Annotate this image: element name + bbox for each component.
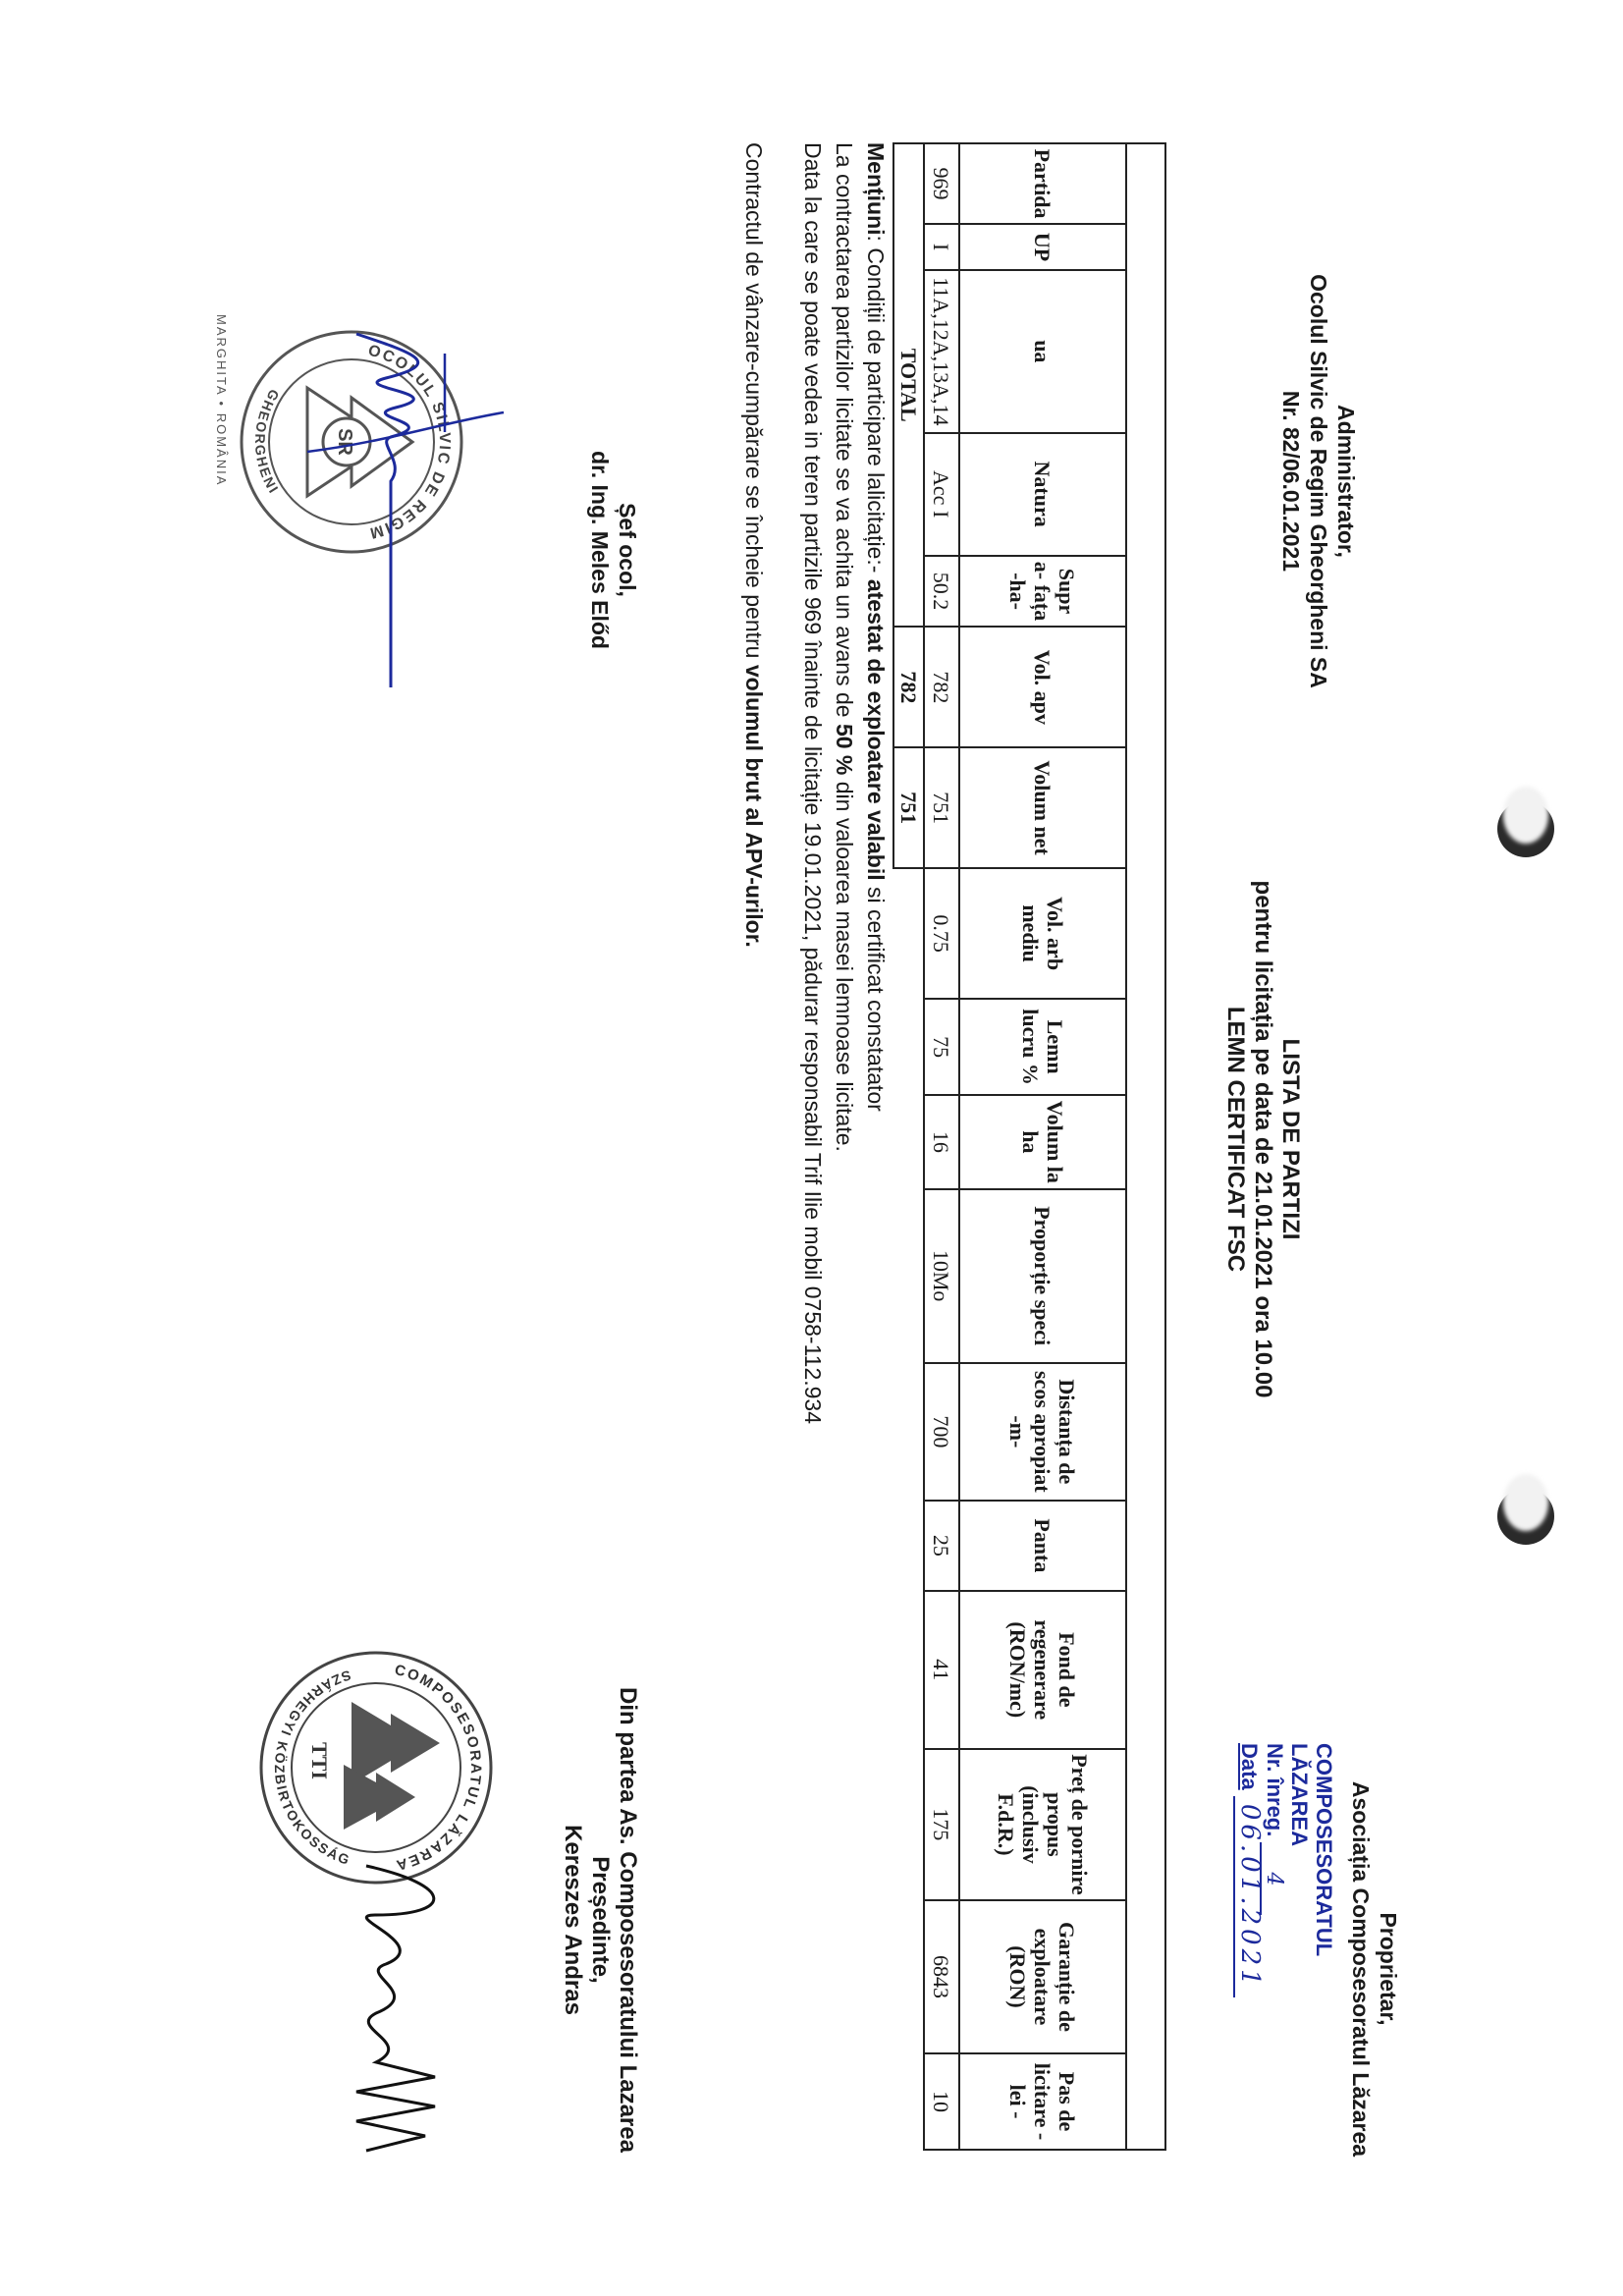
- note-teren: Data la care se poate vedea in teren partizile 969 înainte de licitație 19.01.2021, pădurar responsabil Trif Ilie mobil 0758-112.934: [800, 142, 826, 1425]
- stamp-center-text: SR: [334, 428, 355, 456]
- avans-pre: La contractarea partizilor licitate se va achita un avans de: [832, 142, 857, 724]
- title-line3: LEMN CERTIFICAT FSC: [1222, 1006, 1249, 1273]
- contract-bold: volumul brut al APV-urilor.: [741, 664, 767, 948]
- right-signature-scribble: [317, 1856, 494, 2180]
- registration-date-value: 06.01.2021: [1233, 1796, 1265, 1997]
- cell-vol-apv: 782: [924, 627, 959, 747]
- col-header-up: UP: [959, 224, 1126, 270]
- col-header-fond-regenerare: Fond de regenerare (RON/mc): [959, 1591, 1126, 1749]
- cell-panta: 25: [924, 1501, 959, 1591]
- cell-partida: 969: [924, 143, 959, 224]
- signature-stroke: [356, 1866, 435, 2151]
- total-empty: [893, 868, 924, 2150]
- stamp-bottom-text: GHEORGHENI: [251, 386, 283, 498]
- left-header-line3: Nr. 82/06.01.2021: [1278, 390, 1304, 573]
- cell-up: I: [924, 224, 959, 270]
- stamp-bottom-text: SZÁRHEGYI KÖZBIRTOKOSSÁG: [271, 1667, 353, 1869]
- registration-number-value: 4: [1260, 1842, 1286, 1915]
- note-avans: [829, 142, 860, 2156]
- col-header-pas-licitare: Pas de licitare - lei -: [959, 2053, 1126, 2150]
- col-header-volum-net: Volum net: [959, 747, 1126, 868]
- col-header-panta: Panta: [959, 1501, 1126, 1591]
- cell-natura: Acc I: [924, 433, 959, 556]
- title-line1: LISTA DE PARTIZI: [1277, 1038, 1304, 1240]
- registration-date-label: Data: [1237, 1743, 1262, 1790]
- mentiuni-bold: atestat de exploatare valabil: [863, 578, 889, 881]
- right-header-line2: Asociația Composesoratul Lăzarea: [1348, 1780, 1374, 2158]
- left-header-line1: Administrator,: [1333, 405, 1359, 558]
- fir-tree-icon: [344, 1765, 415, 1830]
- note-contract: [738, 142, 770, 2156]
- col-header-garantie: Garanție de exploatare (RON): [959, 1900, 1126, 2053]
- right-signature-line3: Kereszes Andras: [560, 1825, 586, 2015]
- cell-pret-pornire: 175: [924, 1749, 959, 1900]
- fir-tree-icon: [352, 1702, 440, 1784]
- left-signature-scribble: [268, 295, 563, 707]
- signature-stroke: [307, 354, 504, 452]
- total-label: TOTAL: [893, 143, 924, 627]
- right-signature-line1: Din partea As. Composesoratului Lazarea: [615, 1687, 641, 2153]
- stamp-top-text: COMPOSESORATUL LĂZAREA: [393, 1661, 485, 1875]
- avans-bold: 50 %: [832, 723, 857, 776]
- mentiuni-post: si certificat constatator: [863, 880, 889, 1112]
- cell-distanta-scos: 700: [924, 1363, 959, 1501]
- col-header-proportie-speci: Proporție speci: [959, 1189, 1126, 1363]
- cell-proportie-speci: 10Mo: [924, 1189, 959, 1363]
- punch-hole: [1497, 800, 1554, 857]
- col-header-lemn-lucru: Lemn lucru %: [959, 999, 1126, 1095]
- right-signature-block: [559, 1615, 641, 2224]
- cell-garantie: 6843: [924, 1900, 959, 2053]
- col-header-natura: Natura: [959, 433, 1126, 556]
- col-header-vol-arb-mediu: Vol. arb mediu: [959, 868, 1126, 999]
- contract-pre: Contractul de vânzare-cumpărare se încheie pentru: [741, 142, 767, 665]
- right-header-line1: Proprietar,: [1376, 1912, 1401, 2026]
- left-signature-block: [586, 393, 641, 707]
- avans-post: din valoarea masei lemnoase licitate.: [832, 775, 857, 1152]
- registration-stamp: [1237, 1743, 1336, 2057]
- note-mentiuni: [860, 142, 892, 2156]
- left-signature-name: dr. Ing. Meles Előd: [587, 451, 613, 649]
- stamp-side-text: MARGHITA • ROMÂNIA: [214, 314, 229, 487]
- col-header-volum-la-ha: Volum la ha: [959, 1095, 1126, 1189]
- title-line2: pentru licitația pe data de 21.01.2021 ora 10.00: [1250, 880, 1276, 1398]
- col-header-pret-pornire: Preț de pornire propus (inclusiv F.d.R.): [959, 1749, 1126, 1900]
- cell-lemn-lucru: 75: [924, 999, 959, 1095]
- cell-volum-la-ha: 16: [924, 1095, 959, 1189]
- punch-hole: [1497, 1488, 1554, 1545]
- table-total-row: [893, 143, 924, 2150]
- cell-ua: 11A,12A,13A,14: [924, 270, 959, 433]
- total-volum-net: 751: [893, 747, 924, 868]
- cell-volum-net: 751: [924, 747, 959, 868]
- cell-vol-arb-mediu: 0.75: [924, 868, 959, 999]
- partizi-table: [893, 142, 1166, 2151]
- table-row: [924, 143, 959, 2150]
- col-header-partida: Partida: [959, 143, 1126, 224]
- registration-date-row: [1235, 1743, 1265, 2057]
- notes-section: [738, 142, 892, 2156]
- mentiuni-text: : Condiții de participare lalicitație:-: [863, 235, 889, 579]
- table-header-row: [959, 143, 1126, 2150]
- registration-number-label: Nr. înreg.: [1263, 1743, 1287, 1837]
- col-header-ua: ua: [959, 270, 1126, 433]
- stamp-center-text: TTI: [307, 1742, 332, 1779]
- left-header: [1277, 226, 1360, 737]
- composesorat-stamp: [253, 1645, 499, 1890]
- total-vol-apv: 782: [893, 627, 924, 747]
- left-header-line2: Ocolul Silvic de Regim Gheorgheni SA: [1306, 274, 1331, 688]
- table-header-spacer: [1126, 143, 1165, 2150]
- registration-stamp-name: COMPOSESORATUL LĂZAREA: [1287, 1743, 1336, 1956]
- right-header: [1347, 1714, 1402, 2224]
- col-header-distanta-scos: Distanța de scos apropiat -m-: [959, 1363, 1126, 1501]
- col-header-vol-apv: Vol. apv: [959, 627, 1126, 747]
- stamp-top-text: OCOLUL SILVIC DE REGIM: [366, 342, 454, 542]
- registration-number-row: [1262, 1743, 1287, 2057]
- cell-suprafata: 50.2: [924, 556, 959, 628]
- left-signature-role: Șef ocol,: [615, 503, 640, 597]
- right-signature-line2: Președinte,: [587, 1856, 614, 1984]
- col-header-suprafata: Supr a- fața -ha-: [959, 556, 1126, 628]
- signature-stroke: [356, 334, 418, 687]
- cell-pas-licitare: 10: [924, 2053, 959, 2150]
- cell-fond-regenerare: 41: [924, 1591, 959, 1749]
- document-title: [1221, 835, 1304, 1444]
- mentiuni-label: Mențiuni: [863, 142, 889, 236]
- table-header-spacer-row: [1126, 143, 1165, 2150]
